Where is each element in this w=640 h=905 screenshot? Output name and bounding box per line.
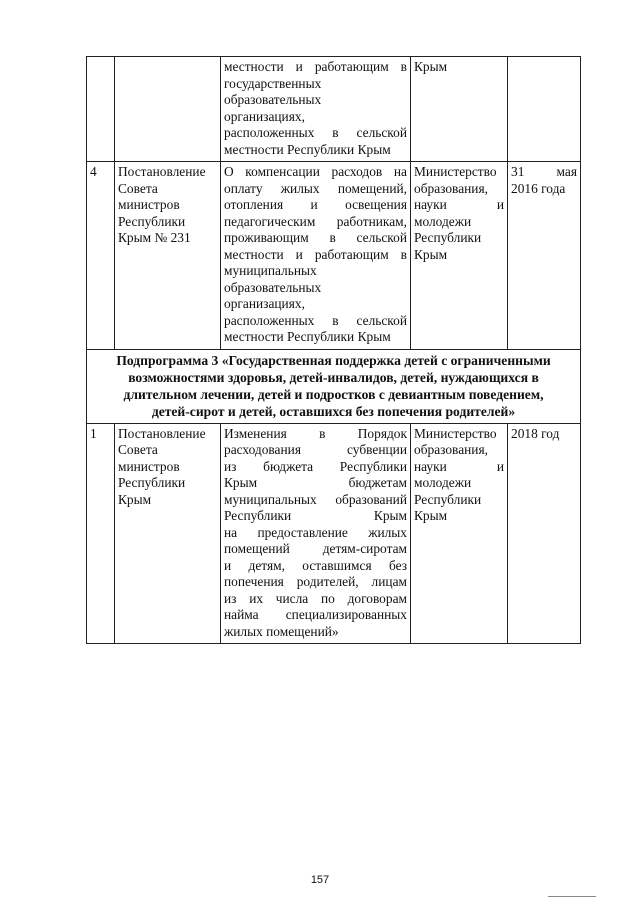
table-row [87,57,581,162]
legal-act-line: Постановление [118,164,206,179]
subprogram-title [87,349,581,423]
row-number-cell [87,57,115,162]
act-description-cell [221,423,411,644]
subprogram-line: детей-сирот и детей, оставшихся без попечения родителей» [151,403,516,419]
act-description-line: Крым бюджетам [224,475,407,490]
act-description-line: попечения родителей, лицам [224,574,407,589]
act-description-line: из их числа по договорам [224,590,407,606]
act-description-line: организациях, [224,108,305,124]
scan-mark [548,896,596,897]
executor-line: Республики [414,491,482,507]
legal-act-line: Крым № 231 [118,230,191,245]
adoption-date-cell [508,162,581,350]
document-table [86,56,581,644]
adoption-date-line: 2018 год [511,425,560,441]
act-description-line: организациях, [224,296,305,311]
executor-line: Крым [414,508,448,523]
legal-act-cell [115,162,221,350]
act-description-line: жилых помещений» [224,623,339,639]
executor-line: Министерство [414,164,497,179]
executor-cell [411,423,508,644]
adoption-date-cell [508,57,581,162]
act-description-line: муниципальных [224,263,317,278]
act-description-line: помещений детям-сиротам [224,541,407,556]
act-description-line: найма специализированных [224,607,407,622]
table-row [87,423,581,644]
row-number: 4 [90,164,97,179]
executor-line: Крым [414,59,448,74]
act-description-line: образовательных [224,279,322,295]
row-number-cell [87,162,115,350]
act-description-line: педагогическим работникам, [224,213,407,229]
act-description-cell [221,162,411,350]
act-description-line: на предоставление жилых [224,524,407,540]
executor-line: образования, [414,180,488,196]
row-number-cell [87,423,115,644]
legal-act-line: министров [118,197,180,212]
legal-act-cell [115,423,221,644]
act-description-line: Изменения в Порядок [224,425,407,441]
subprogram-line: возможностями здоровья, детей-инвалидов, детей, нуждающихся в [128,369,539,385]
legal-act-line: Крым [118,491,152,507]
act-description-line: государственных [224,75,322,91]
subprogram-line: длительном лечении, детей и подростков с девиантным поведением, [123,386,544,402]
legal-act-cell [115,57,221,162]
act-description-line: из бюджета Республики [224,458,407,474]
row-number: 1 [90,425,97,441]
adoption-date-line: 31 мая [511,164,577,179]
act-description-line: местности Республики Крым [224,329,391,344]
act-description-line: муниципальных образований [224,491,407,507]
adoption-date-cell [508,423,581,644]
act-description-line: О компенсации расходов на [224,164,407,179]
subprogram-row [87,349,581,423]
subprogram-line: Подпрограмма 3 «Государственная поддержка детей с ограниченными [116,352,551,368]
act-description-cell [221,57,411,162]
legal-act-line: Республики [118,213,186,229]
act-description-line: проживающим в сельской [224,230,407,245]
executor-cell [411,57,508,162]
executor-line: образования, [414,442,488,457]
act-description-line: местности и работающим в [224,246,407,262]
executor-line: Крым [414,246,448,262]
executor-line: науки и [414,197,504,212]
executor-line: молодежи [414,475,472,490]
act-description-line: расходования субвенции [224,442,407,457]
table-row [87,162,581,350]
legal-act-line: Совета [118,180,158,196]
page-number: 157 [310,874,330,886]
legal-act-line: министров [118,458,180,474]
act-description-line: расположенных в сельской [224,125,407,140]
legal-act-line: Республики [118,475,186,490]
executor-line: Республики [414,230,482,245]
act-description-line: расположенных в сельской [224,312,407,328]
act-description-line: Республики Крым [224,508,407,523]
act-description-line: и детям, оставшимся без [224,557,407,573]
executor-line: молодежи [414,213,472,229]
act-description-line: оплату жилых помещений, [224,180,407,196]
executor-cell [411,162,508,350]
executor-line: науки и [414,458,504,474]
executor-line: Министерство [414,425,497,441]
legal-act-line: Постановление [118,425,206,441]
act-description-line: местности и работающим в [224,59,407,74]
act-description-line: отопления и освещения [224,197,407,212]
act-description-line: местности Республики Крым [224,141,391,157]
act-description-line: образовательных [224,92,322,107]
legal-act-line: Совета [118,442,158,457]
adoption-date-line: 2016 года [511,180,566,196]
